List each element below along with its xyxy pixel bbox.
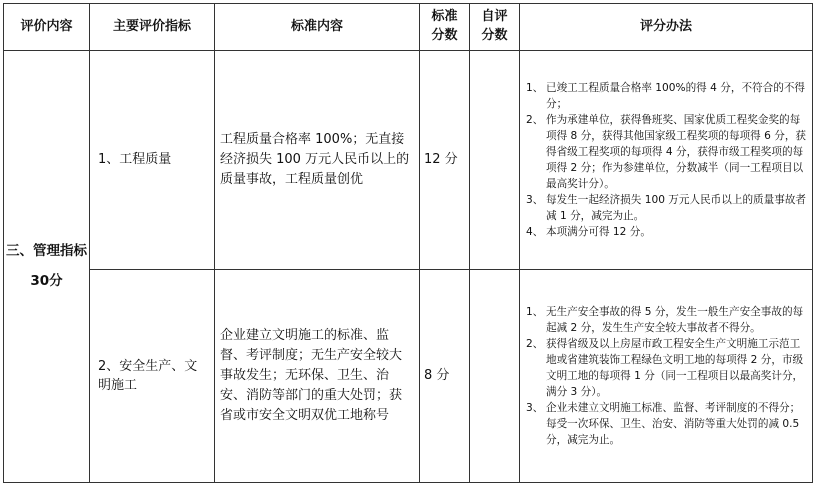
header-score-text: 标准 分数 xyxy=(431,9,458,43)
list-item xyxy=(524,112,806,192)
self-score-quality[interactable] xyxy=(470,51,520,270)
list-item-text: 作为承建单位，获得鲁班奖、国家优质工程奖金奖的每项得 8 分，获得其他国家级工程奖项的每项得 6 分，获得省级工程奖项的每项得 4 分，获得市级工程奖项的每项得 2 分；作为参建单位，分数减半（同一工程项目以最高奖计分）。 xyxy=(546,113,807,191)
list-item-text: 每发生一起经济损失 100 万元人民币以上的质量事故者减 1 分，减完为止。 xyxy=(546,194,807,223)
score-safety: 8 分 xyxy=(420,270,470,483)
header-score xyxy=(420,4,470,51)
table-row xyxy=(4,51,813,270)
standard-safety: 企业建立文明施工的标准、监督、考评制度；无生产安全较大事故发生；无环保、卫生、治安、消防等部门的重大处罚；获省或市安全文明双优工地称号 xyxy=(215,270,420,483)
standard-quality: 工程质量合格率 100%；无直接经济损失 100 万元人民币以上的质量事故，工程质量创优 xyxy=(215,51,420,270)
header-self-score xyxy=(470,4,520,51)
method-list-quality xyxy=(524,80,806,241)
self-score-safety[interactable] xyxy=(470,270,520,483)
header-row xyxy=(4,4,813,51)
table-row xyxy=(4,270,813,483)
indicator-quality: 1、工程质量 xyxy=(90,51,215,270)
category-title: 三、管理指标 xyxy=(6,242,87,259)
score-quality: 12 分 xyxy=(420,51,470,270)
method-quality xyxy=(520,51,813,270)
list-item-text: 无生产安全事故的得 5 分，发生一般生产安全事故的每起减 2 分，发生生产安全较大事故者不得分。 xyxy=(546,305,804,334)
list-item xyxy=(524,400,806,448)
list-item-number: 2、 xyxy=(526,113,544,126)
method-list-safety xyxy=(524,304,806,449)
header-standard: 标准内容 xyxy=(215,4,420,51)
list-item-text: 获得省级及以上房屋市政工程安全生产文明施工示范工地或省建筑装饰工程绿色文明工地的每项得 2 分，市级文明工地的每项得 1 分（同一工程项目以最高奖计分，满分 3 分）。 xyxy=(546,337,804,399)
list-item xyxy=(524,192,806,224)
list-item-text: 已竣工工程质量合格率 100%的得 4 分，不符合的不得分； xyxy=(546,81,806,110)
list-item xyxy=(524,336,806,400)
list-item xyxy=(524,304,806,336)
list-item-number: 3、 xyxy=(526,402,544,415)
list-item-number: 3、 xyxy=(526,194,544,207)
list-item-number: 4、 xyxy=(526,226,544,239)
evaluation-table xyxy=(3,3,813,483)
list-item-text: 本项满分可得 12 分。 xyxy=(546,226,651,239)
header-method: 评分办法 xyxy=(520,4,813,51)
list-item-number: 1、 xyxy=(526,81,544,94)
list-item xyxy=(524,80,806,112)
list-item-number: 1、 xyxy=(526,305,544,318)
method-safety xyxy=(520,270,813,483)
category-cell xyxy=(4,51,90,483)
list-item xyxy=(524,224,806,240)
header-self-score-text: 自评 分数 xyxy=(481,9,508,43)
list-item-text: 企业未建立文明施工标准、监督、考评制度的不得分；每受一次环保、卫生、治安、消防等重大处罚的减 0.5 分，减完为止。 xyxy=(546,402,801,447)
header-indicator: 主要评价指标 xyxy=(90,4,215,51)
indicator-safety: 2、安全生产、文明施工 xyxy=(90,270,215,483)
list-item-number: 2、 xyxy=(526,337,544,350)
header-category: 评价内容 xyxy=(4,4,90,51)
category-points: 30分 xyxy=(30,272,63,289)
